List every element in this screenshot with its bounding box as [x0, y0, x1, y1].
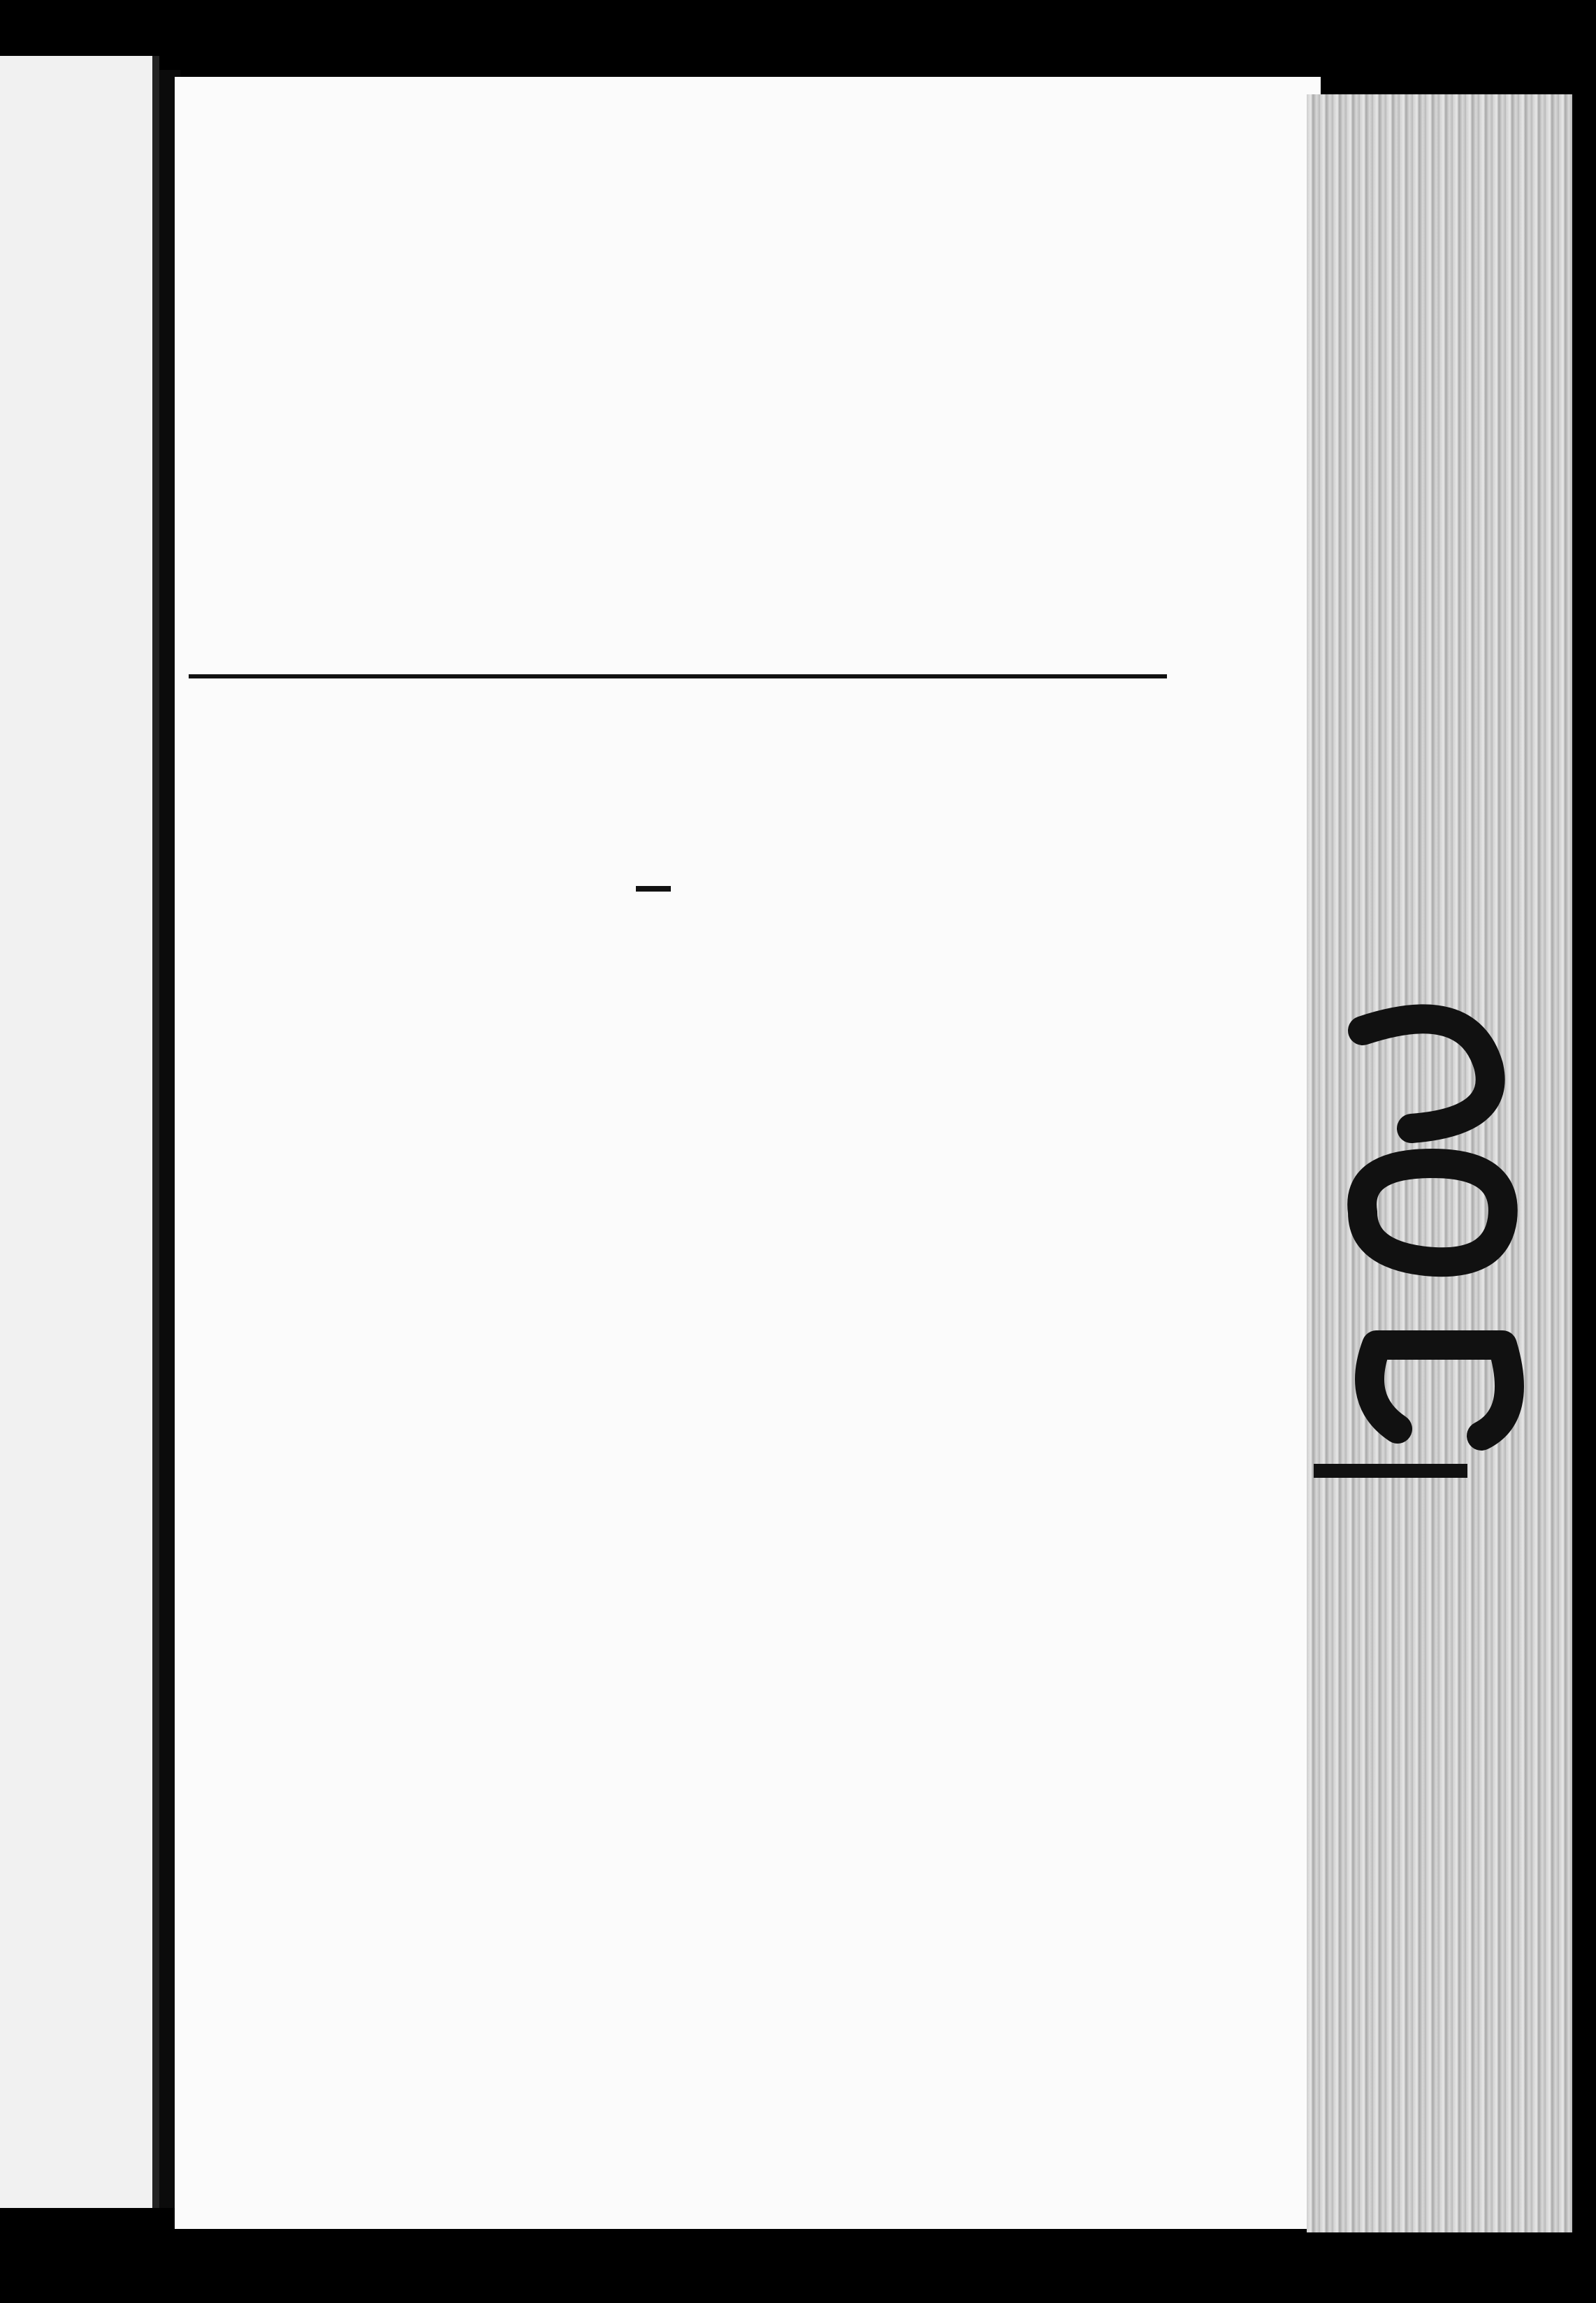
facing-page-fragment [0, 56, 159, 2208]
book-page [175, 77, 1321, 2229]
section-divider [189, 674, 1167, 678]
library-stamp-icon [1314, 982, 1565, 1485]
page-block-edge [1307, 94, 1572, 2232]
chapter-ornament-rule [636, 886, 671, 892]
running-head [175, 353, 1174, 402]
